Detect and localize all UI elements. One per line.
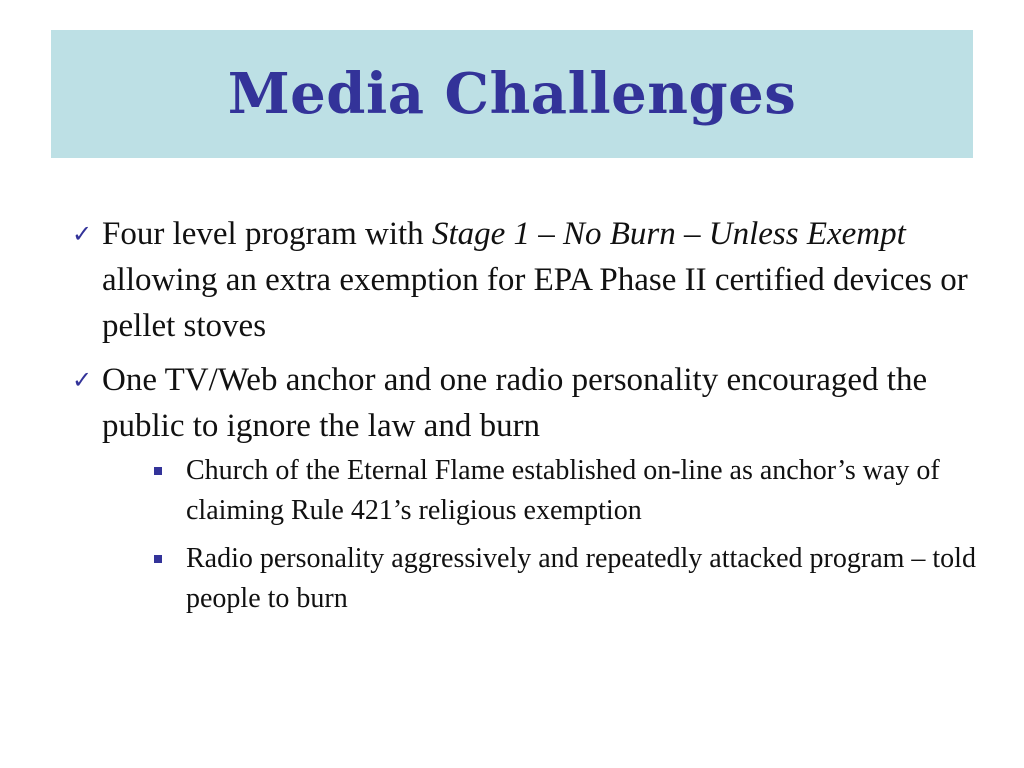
bullet-text-emphasis: Stage 1 – No Burn – Unless Exempt [431,216,906,252]
bullet-item [62,357,982,619]
sub-bullet-item [142,539,982,619]
sub-bullet-list [102,451,982,619]
bullet-text-tail: allowing an extra exemption for EPA Phase II certified devices or pellet stoves [102,262,968,344]
slide-title: Media Challenges [227,61,797,127]
bullet-text: One TV/Web anchor and one radio personality encouraged the public to ignore the law and burn [102,362,928,444]
sub-bullet-text: Church of the Eternal Flame established on-line as anchor’s way of claiming Rule 421’s religious exemption [186,455,940,526]
bullet-item [62,211,982,349]
square-bullet-icon [154,467,162,475]
checkmark-icon: ✓ [72,366,93,394]
square-bullet-icon [154,555,162,563]
checkmark-icon: ✓ [72,220,93,248]
title-bar [51,30,973,158]
slide-content [62,211,982,627]
bullet-text-lead: Four level program with [102,216,432,252]
sub-bullet-text: Radio personality aggressively and repeatedly attacked program – told people to burn [186,543,976,614]
bullet-list [62,211,982,619]
sub-bullet-item [142,451,982,531]
